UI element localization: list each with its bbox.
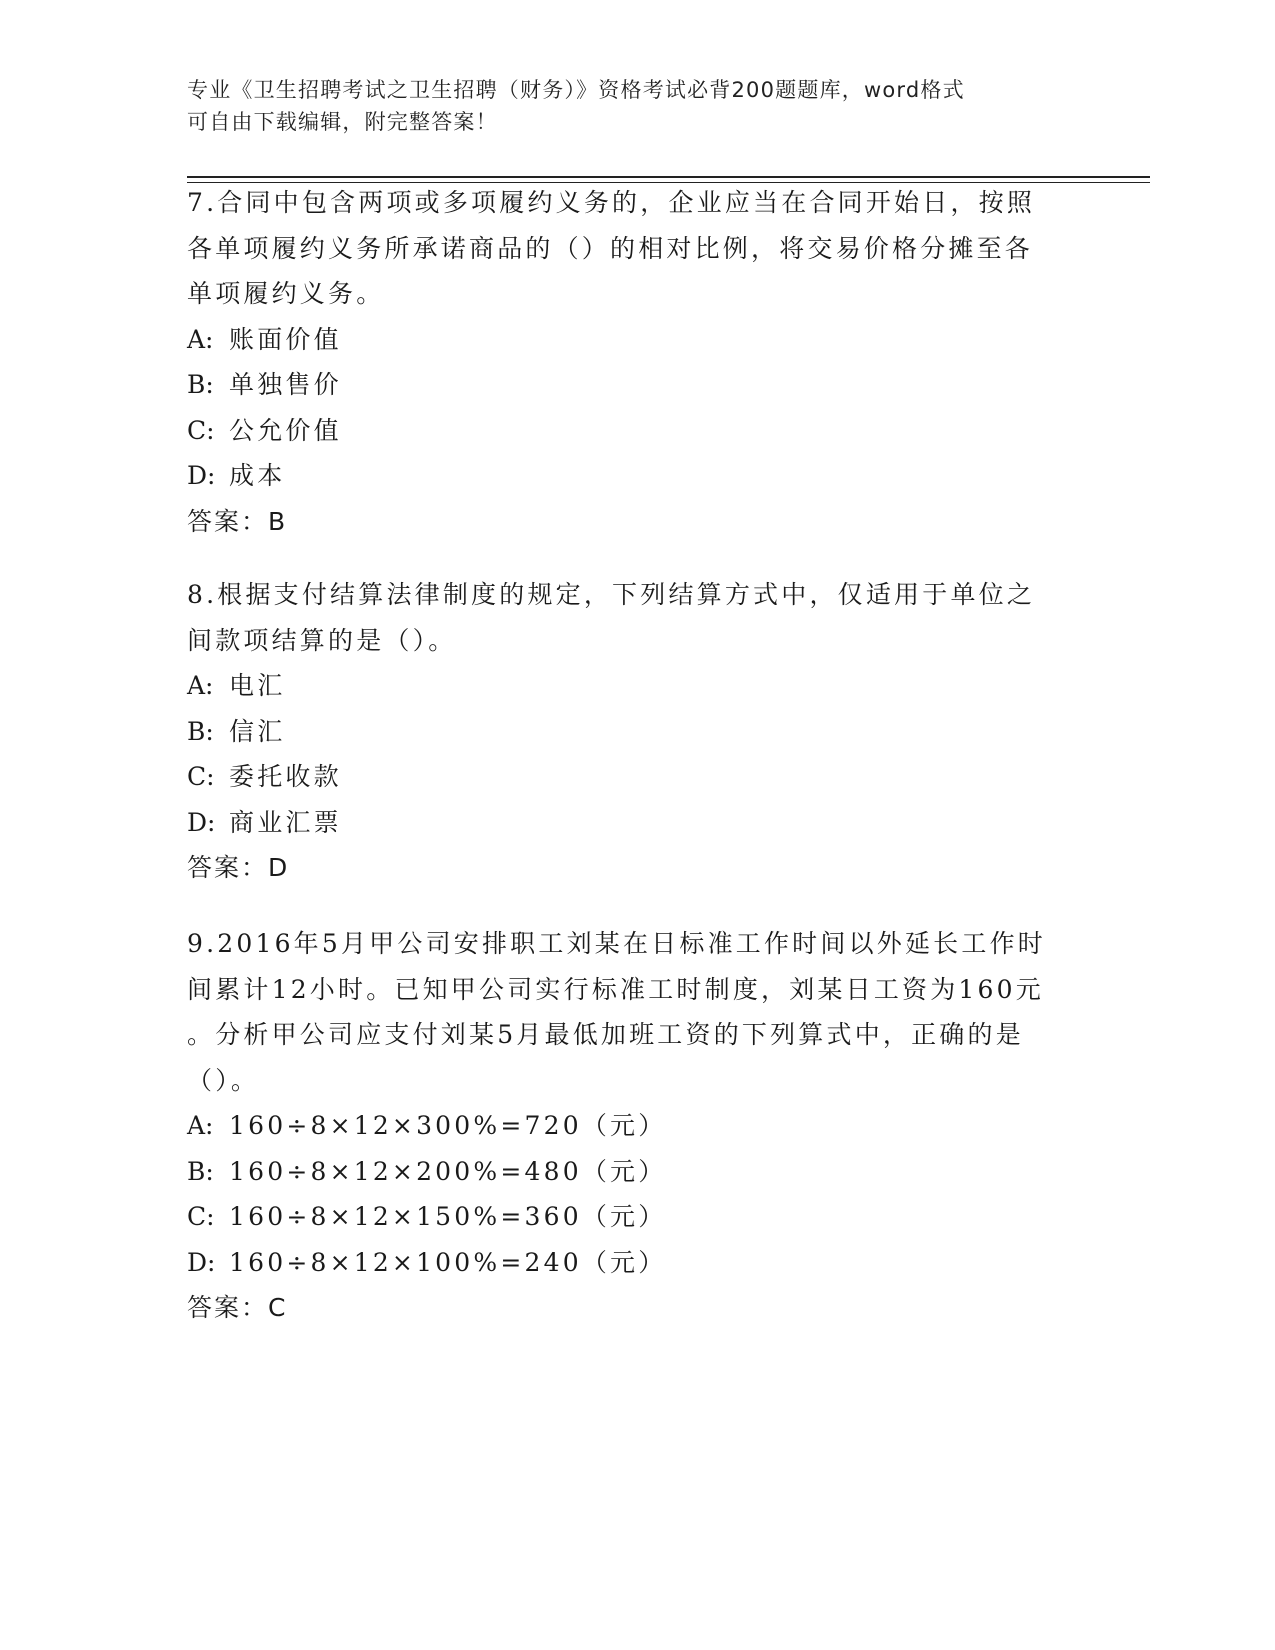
option-key: D: xyxy=(187,461,216,490)
option-text: 公允价值 xyxy=(229,415,342,445)
option-list xyxy=(187,663,1077,845)
option-text: 160÷8×12×150%=360（元） xyxy=(229,1202,667,1231)
stem-line: 9.2016年5月甲公司安排职工刘某在日标准工作时间以外延长工作时 xyxy=(187,929,1046,958)
option-b xyxy=(187,1149,1077,1195)
question-7 xyxy=(187,180,1077,544)
question-8 xyxy=(187,572,1077,891)
question-stem xyxy=(187,180,1077,317)
stem-line: （）。 xyxy=(187,1065,260,1095)
question-stem xyxy=(187,572,1077,663)
option-a xyxy=(187,663,1077,709)
option-d xyxy=(187,453,1077,499)
answer-label: 答案： xyxy=(187,506,269,536)
option-key: A: xyxy=(187,671,214,700)
stem-line: 7.合同中包含两项或多项履约义务的，企业应当在合同开始日，按照 xyxy=(187,188,1036,217)
header-divider-thick xyxy=(187,176,1150,178)
option-key: D: xyxy=(187,1247,216,1277)
answer-label: 答案： xyxy=(187,1293,269,1322)
option-d xyxy=(187,800,1077,846)
stem-line: 8.根据支付结算法律制度的规定，下列结算方式中，仅适用于单位之 xyxy=(187,580,1036,609)
option-key: B: xyxy=(187,716,214,746)
option-list xyxy=(187,1103,1077,1285)
option-key: A: xyxy=(187,324,214,354)
stem-line: 单项履约义务。 xyxy=(187,279,385,308)
option-text: 160÷8×12×100%=240（元） xyxy=(229,1247,667,1277)
stem-line: 间累计12小时。已知甲公司实行标准工时制度，刘某日工资为160元 xyxy=(187,974,1044,1004)
stem-line: 。分析甲公司应支付刘某5月最低加班工资的下列算式中，正确的是 xyxy=(187,1020,1024,1049)
answer xyxy=(187,845,1077,891)
answer-value: B xyxy=(268,506,287,536)
answer-label: 答案： xyxy=(187,853,269,882)
question-9 xyxy=(187,921,1077,1331)
option-list xyxy=(187,317,1077,499)
option-c xyxy=(187,1194,1077,1240)
option-text: 信汇 xyxy=(229,716,286,746)
option-text: 账面价值 xyxy=(229,324,342,354)
document-header xyxy=(187,74,1067,138)
stem-line: 间款项结算的是（）。 xyxy=(187,625,457,655)
option-key: C: xyxy=(187,415,215,445)
option-a xyxy=(187,1103,1077,1149)
option-key: D: xyxy=(187,807,216,837)
answer-value: C xyxy=(268,1293,287,1322)
header-line-2: 可自由下载编辑，附完整答案！ xyxy=(187,110,498,134)
option-text: 成本 xyxy=(229,461,286,490)
option-text: 商业汇票 xyxy=(229,807,342,837)
option-b xyxy=(187,362,1077,408)
option-text: 160÷8×12×200%=480（元） xyxy=(229,1156,667,1186)
option-text: 电汇 xyxy=(229,671,286,700)
option-c xyxy=(187,754,1077,800)
answer xyxy=(187,499,1077,545)
option-key: B: xyxy=(187,1156,214,1186)
option-text: 单独售价 xyxy=(229,370,342,399)
option-key: C: xyxy=(187,762,215,791)
option-text: 160÷8×12×300%=720（元） xyxy=(229,1111,667,1140)
option-key: A: xyxy=(187,1111,214,1140)
option-c xyxy=(187,408,1077,454)
header-line-1: 专业《卫生招聘考试之卫生招聘（财务）》资格考试必背200题题库，word格式 xyxy=(187,78,965,102)
answer xyxy=(187,1285,1077,1331)
answer-value: D xyxy=(268,853,289,882)
option-b xyxy=(187,709,1077,755)
option-key: C: xyxy=(187,1202,215,1231)
option-key: B: xyxy=(187,370,214,399)
option-text: 委托收款 xyxy=(229,762,342,791)
stem-line: 各单项履约义务所承诺商品的（）的相对比例，将交易价格分摊至各 xyxy=(187,233,1034,263)
option-d xyxy=(187,1240,1077,1286)
option-a xyxy=(187,317,1077,363)
question-stem xyxy=(187,921,1077,1103)
